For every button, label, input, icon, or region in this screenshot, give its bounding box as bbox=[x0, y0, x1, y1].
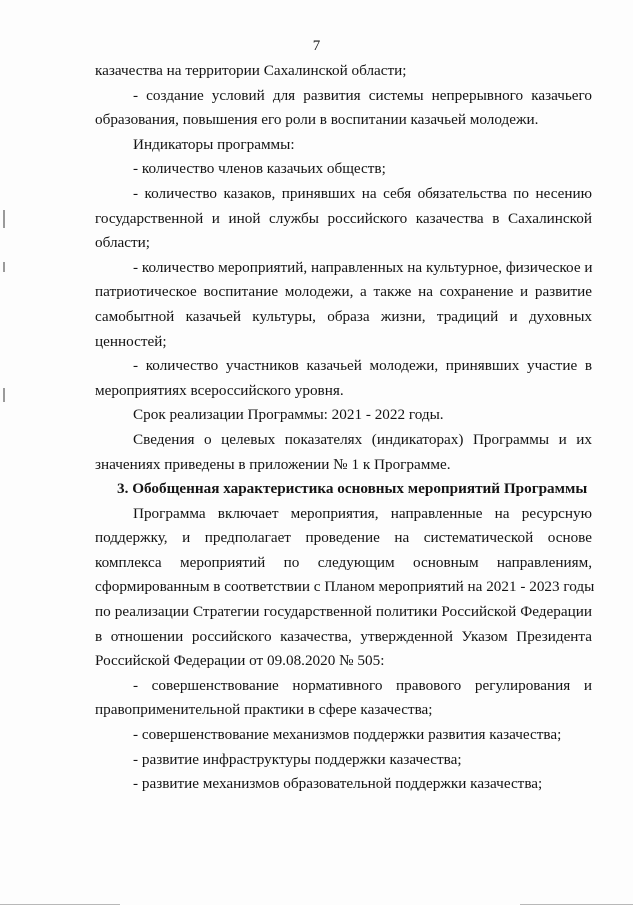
text-line: казачества на территории Сахалинской области; bbox=[95, 62, 407, 79]
text-line: - совершенствование механизмов поддержки развития казачества; bbox=[133, 726, 562, 744]
section-heading: 3. Обобщенная характеристика основных мероприятий Программы bbox=[117, 480, 588, 498]
text-line: - развитие инфраструктуры поддержки казачества; bbox=[133, 750, 462, 768]
text-line: значениях приведены в приложении № 1 к Программе. bbox=[95, 455, 451, 473]
text-line: государственной и иной службы российского казачества в Сахалинской bbox=[95, 209, 592, 227]
text-line: образования, повышения его роли в воспитании казачьей молодежи. bbox=[95, 111, 539, 129]
text-line: Срок реализации Программы: 2021 - 2022 годы. bbox=[133, 406, 444, 424]
text-line: патриотическое воспитание молодежи, а также на сохранение и развитие bbox=[95, 283, 592, 301]
scan-artifact bbox=[3, 262, 5, 272]
text-line: Российской Федерации от 09.08.2020 № 505: bbox=[95, 652, 385, 670]
text-line: правоприменительной практики в сфере казачества; bbox=[95, 701, 433, 719]
page-number: 7 bbox=[312, 38, 321, 54]
text-line: в отношении российского казачества, утвержденной Указом Президента bbox=[95, 627, 592, 645]
document-body bbox=[95, 59, 595, 797]
text-line: - количество членов казачьих обществ; bbox=[133, 160, 386, 178]
text-line: - количество мероприятий, направленных на культурное, физическое и bbox=[133, 258, 593, 276]
text-line: - количество участников казачьей молодежи, принявших участие в bbox=[133, 357, 592, 375]
text-line: по реализации Стратегии государственной политики Российской Федерации bbox=[95, 603, 592, 621]
text-line: - развитие механизмов образовательной поддержки казачества; bbox=[133, 775, 543, 793]
text-line: Индикаторы программы: bbox=[133, 135, 295, 153]
scan-artifact bbox=[3, 210, 5, 228]
text-line: мероприятиях всероссийского уровня. bbox=[95, 381, 344, 399]
text-line: сформированным в соответствии с Планом мероприятий на 2021 - 2023 годы bbox=[95, 578, 595, 596]
text-line: комплекса мероприятий по следующим основным направлениям, bbox=[95, 553, 592, 571]
text-line: - совершенствование нормативного правового регулирования и bbox=[133, 676, 592, 694]
text-line: ценностей; bbox=[95, 332, 167, 350]
text-line: Программа включает мероприятия, направленные на ресурсную bbox=[133, 504, 592, 522]
text-line: самобытной казачьей культуры, образа жизни, традиций и духовных bbox=[95, 307, 592, 325]
text-line: - создание условий для развития системы непрерывного казачьего bbox=[133, 86, 592, 104]
text-line: Сведения о целевых показателях (индикаторах) Программы и их bbox=[133, 430, 592, 448]
scan-artifact bbox=[3, 388, 5, 402]
text-line: поддержку, и предполагает проведение на систематической основе bbox=[95, 529, 592, 547]
text-line: области; bbox=[95, 234, 150, 252]
text-line: - количество казаков, принявших на себя обязательства по несению bbox=[133, 184, 592, 202]
